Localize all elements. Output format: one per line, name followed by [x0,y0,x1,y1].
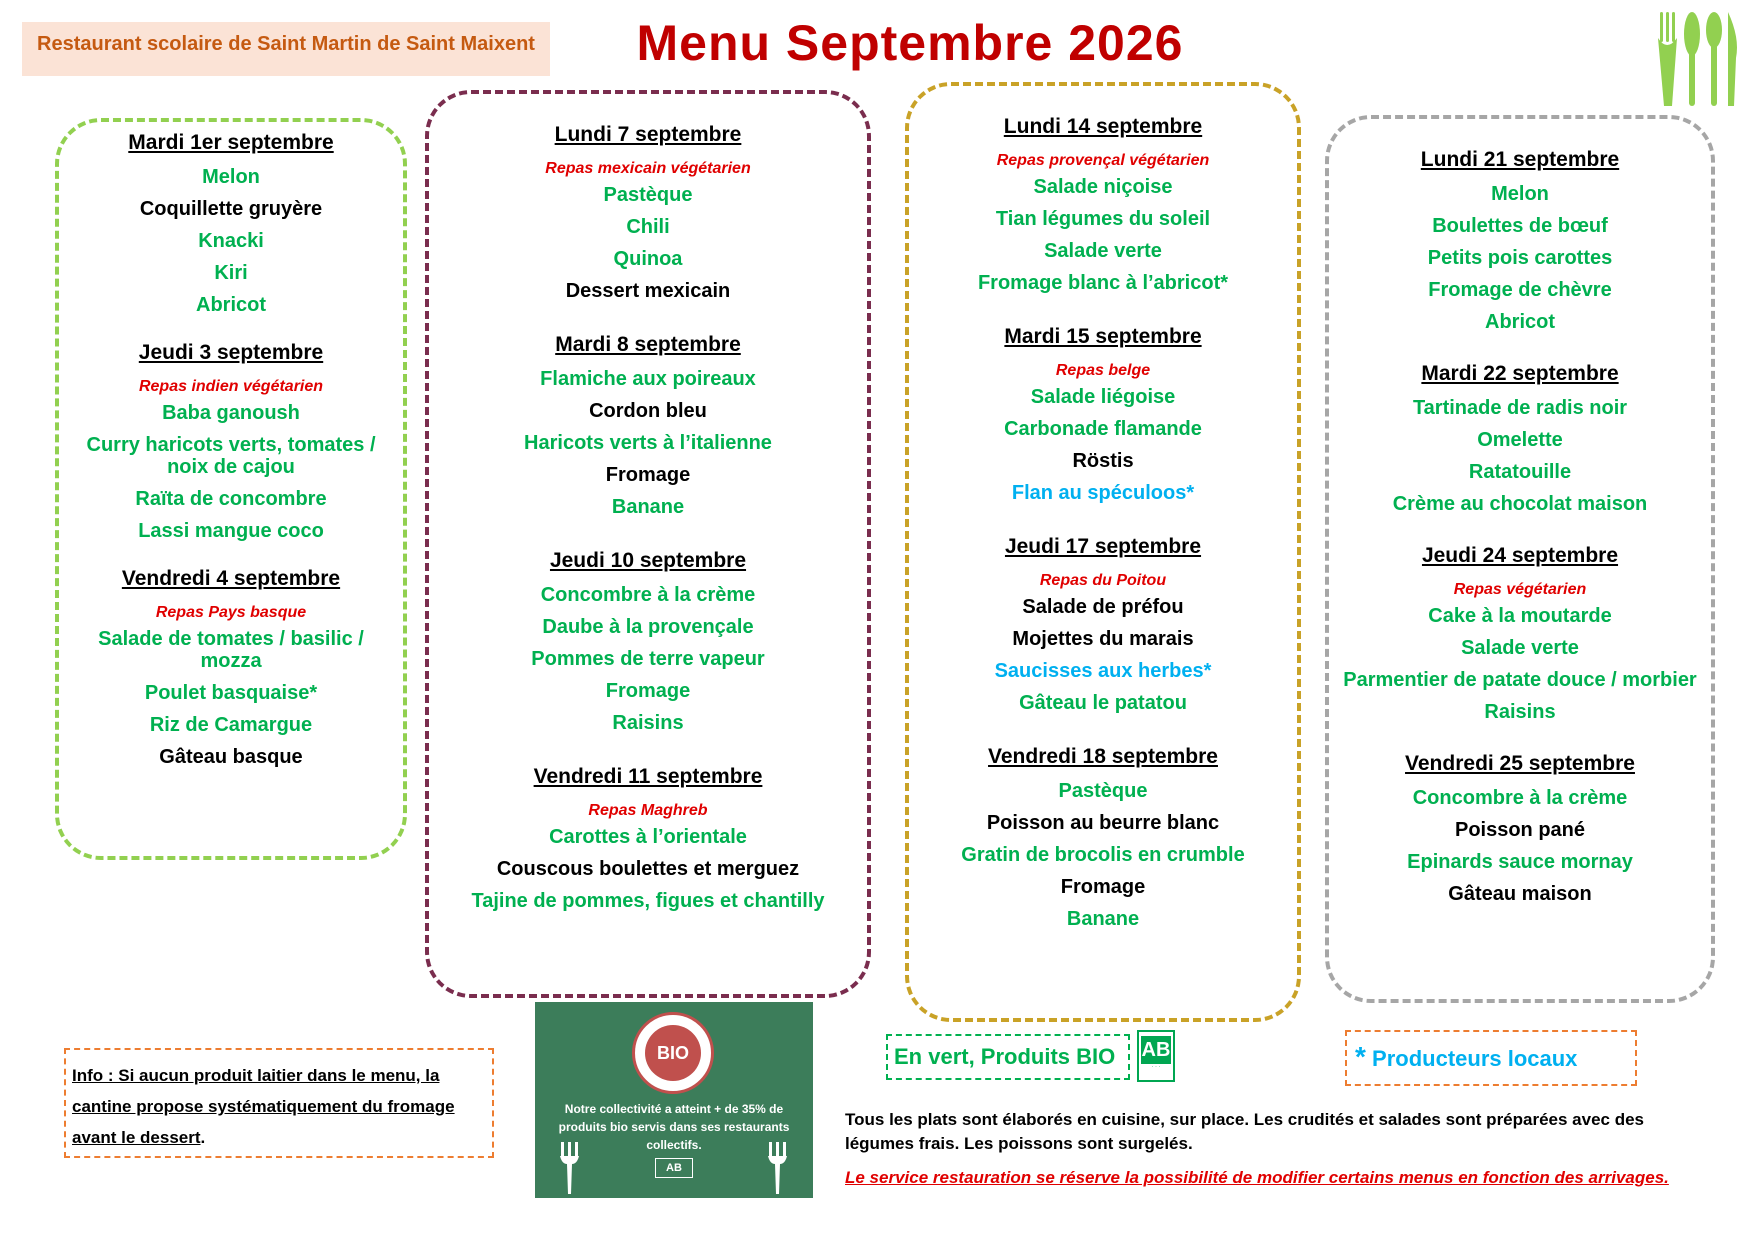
day-title: Jeudi 10 septembre [549,549,747,572]
dish-item: Pommes de terre vapeur [531,648,765,670]
day-block [909,324,1297,504]
day-title: Lundi 14 septembre [1003,115,1203,138]
info-box [64,1048,494,1158]
dish-item: Daube à la provençale [542,616,754,638]
day-theme: Repas Maghreb [588,802,708,819]
day-theme: Repas belge [1055,362,1151,379]
dish-item: Poisson au beurre blanc [986,812,1220,834]
cutlery-icon [1652,8,1742,108]
day-title: Jeudi 17 septembre [1004,535,1202,558]
school-name: Restaurant scolaire de Saint Martin de Saint Maixent [37,33,535,55]
local-star: * [1355,1041,1366,1072]
dish-item: Quinoa [613,248,683,270]
day-title: Vendredi 25 septembre [1405,752,1635,775]
dish-item: Petits pois carottes [1427,247,1613,269]
ab-logo-caption: · · · [1151,1064,1161,1070]
day-title: Jeudi 24 septembre [1421,544,1619,567]
dish-item: Couscous boulettes et merguez [496,858,800,880]
bio-badge-text: Notre collectivité a atteint + de 35% de produits bio servis dans ses restaurants collectifs. [558,1102,790,1152]
column-3-content [909,114,1297,960]
dish-item: Salade verte [1461,637,1579,659]
dish-item: Coquillette gruyère [139,198,323,220]
day-title: Vendredi 18 septembre [988,745,1218,768]
day-block [1329,543,1711,723]
dish-item: Ratatouille [1468,461,1572,483]
dish-item: Salade niçoise [1033,176,1173,198]
day-theme: Repas mexicain végétarien [545,160,751,177]
dish-item: Flamiche aux poireaux [540,368,756,390]
day-title: Lundi 21 septembre [1420,148,1620,171]
day-block [59,130,403,316]
day-title: Vendredi 11 septembre [533,765,763,788]
dish-item: Salade de préfou [1022,596,1184,618]
day-block [429,764,867,912]
dish-item: Melon [202,166,260,188]
dish-item: Concombre à la crème [540,584,756,606]
dish-item: Fromage de chèvre [1428,279,1612,301]
dish-item: Kiri [214,262,248,284]
dish-item: Mojettes du marais [1012,628,1194,650]
week-column-1 [55,118,407,860]
dish-item: Salade liégoise [1030,386,1176,408]
dish-item: Knacki [198,230,264,252]
fork-icon [765,1142,791,1194]
dish-item: Epinards sauce mornay [1407,851,1633,873]
day-title: Mardi 1er septembre [128,131,334,154]
territoire-bio-badge [535,1002,813,1198]
dish-item: Dessert mexicain [565,280,731,302]
dish-item: Tian légumes du soleil [995,208,1211,230]
week-column-2 [425,90,871,998]
day-block [429,548,867,734]
dish-item: Fromage [1060,876,1146,898]
fork-icon [557,1142,583,1194]
dish-item: Saucisses aux herbes* [994,660,1212,682]
day-block [909,744,1297,930]
dish-item: Flan au spéculoos* [1011,482,1195,504]
dish-item: Curry haricots verts, tomates / noix de cajou [86,434,376,478]
day-title: Mardi 22 septembre [1421,362,1619,385]
dish-item: Poulet basquaise* [144,682,318,704]
dish-item: Banane [1066,908,1140,930]
dish-item: Lassi mangue coco [138,520,324,542]
day-title: Jeudi 3 septembre [138,341,324,364]
ab-logo-letters: AB [1141,1036,1171,1064]
dish-item: Salade de tomates / basilic / mozza [98,628,364,672]
school-name-box [22,22,550,76]
dish-item: Raisins [612,712,684,734]
dish-item: Abricot [1485,311,1555,333]
dish-item: Riz de Camargue [149,714,313,736]
dish-item: Gâteau basque [159,746,303,768]
page-title: Menu Septembre 2026 [636,15,1184,71]
week-column-4 [1325,115,1715,1003]
dish-item: Carbonade flamande [1004,418,1202,440]
dish-item: Cake à la moutarde [1428,605,1612,627]
bio-seal-label: BIO [645,1025,701,1081]
dish-item: Haricots verts à l’italienne [524,432,772,454]
dish-item: Baba ganoush [162,402,300,424]
day-theme: Repas Pays basque [155,604,307,621]
day-title: Vendredi 4 septembre [121,567,341,590]
dish-item: Pastèque [603,184,693,206]
day-theme: Repas indien végétarien [138,378,324,395]
dish-item: Raïta de concombre [135,488,327,510]
week-column-3 [905,82,1301,1022]
ab-mini-logo: AB [655,1158,693,1178]
dish-item: Gâteau le patatou [1019,692,1187,714]
day-block [909,114,1297,294]
day-block [59,566,403,768]
footer-note: Tous les plats sont élaborés en cuisine, sur place. Les crudités et salades sont préparées avec des légumes frais. Les poissons sont surgelés. [845,1110,1645,1153]
day-theme: Repas provençal végétarien [996,152,1210,169]
dish-item: Cordon bleu [589,400,707,422]
dish-item: Boulettes de bœuf [1432,215,1608,237]
column-2-content [429,122,867,942]
footer-warning: Le service restauration se réserve la possibilité de modifier certains menus en fonction des arrivages. [845,1168,1669,1187]
column-1-content [59,130,403,792]
day-theme: Repas du Poitou [1039,572,1167,589]
day-block [1329,147,1711,333]
dish-item: Raisins [1484,701,1556,723]
bio-seal-icon [632,1012,714,1094]
day-block [59,340,403,542]
dish-item: Tartinade de radis noir [1412,397,1628,419]
dish-item: Gratin de brocolis en crumble [961,844,1245,866]
column-4-content [1329,147,1711,933]
legend-bio [886,1034,1130,1080]
dish-item: Fromage [605,464,691,486]
dish-item: Tajine de pommes, figues et chantilly [471,890,825,912]
dish-item: Fromage [605,680,691,702]
dish-item: Melon [1491,183,1549,205]
day-title: Mardi 8 septembre [555,333,741,356]
day-block [429,122,867,302]
dish-item: Fromage blanc à l’abricot* [977,272,1229,294]
day-block [429,332,867,518]
day-title: Lundi 7 septembre [554,123,742,146]
day-block [1329,361,1711,515]
info-end: . [200,1128,206,1147]
dish-item: Concombre à la crème [1412,787,1628,809]
day-title: Mardi 15 septembre [1004,325,1202,348]
dish-item: Crème au chocolat maison [1392,493,1648,515]
dish-item: Chili [626,216,670,238]
legend-local-text: Producteurs locaux [1372,1046,1578,1071]
dish-item: Carottes à l’orientale [549,826,747,848]
day-block [909,534,1297,714]
dish-item: Parmentier de patate douce / morbier [1343,669,1697,691]
ab-logo-icon [1137,1030,1175,1082]
day-theme: Repas végétarien [1453,581,1587,598]
dish-item: Salade verte [1044,240,1162,262]
dish-item: Poisson pané [1454,819,1586,841]
dish-item: Banane [611,496,685,518]
legend-bio-text: En vert, Produits BIO [894,1044,1116,1069]
info-text: Info : Si aucun produit laitier dans le menu, la cantine propose systématiquement du fromage avant le dessert [72,1066,455,1147]
dish-item: Abricot [196,294,266,316]
dish-item: Röstis [1072,450,1134,472]
dish-item: Omelette [1477,429,1563,451]
dish-item: Pastèque [1058,780,1148,802]
day-block [1329,751,1711,905]
legend-local [1345,1030,1637,1086]
dish-item: Gâteau maison [1448,883,1592,905]
